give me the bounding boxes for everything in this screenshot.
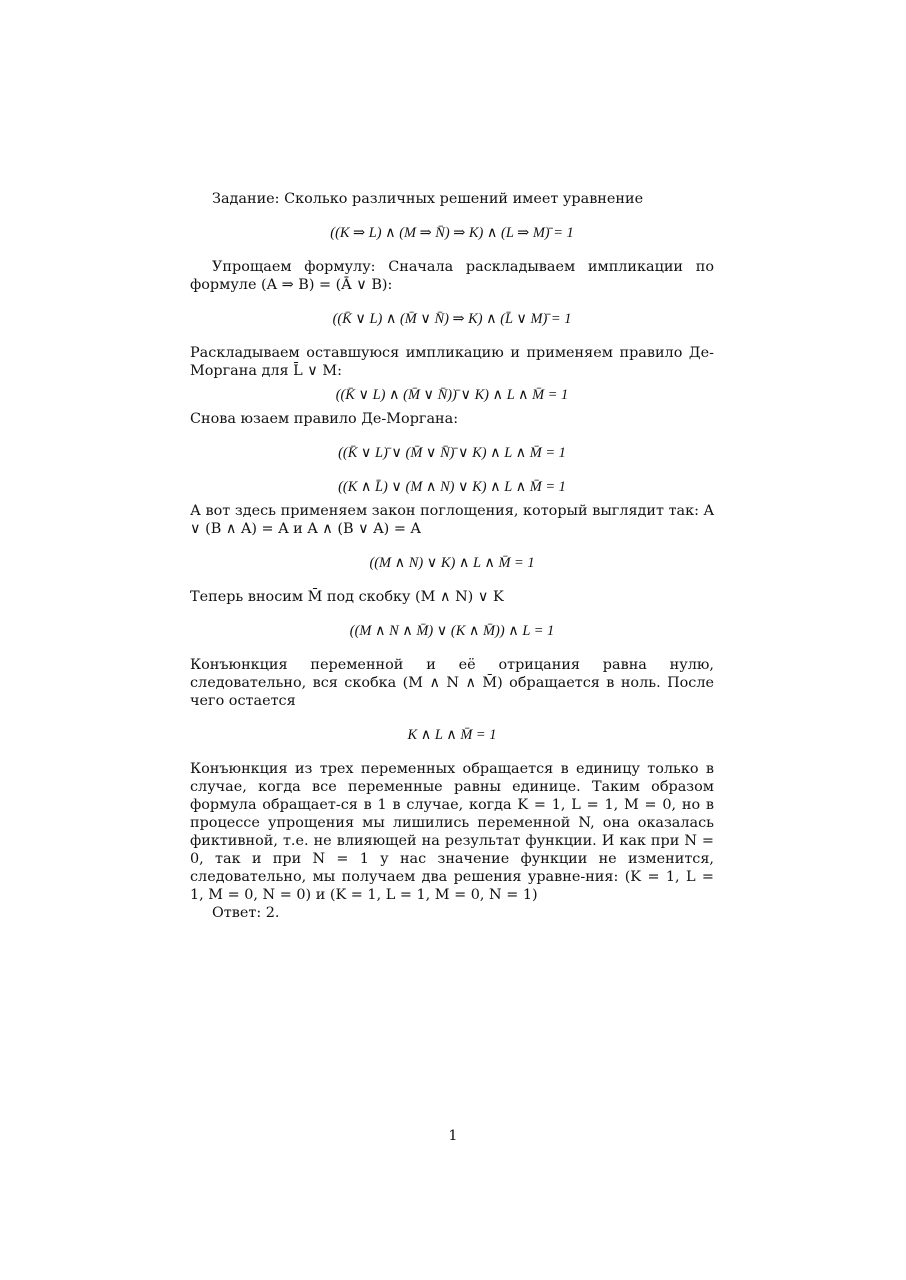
conjunction-paragraph: Конъюнкция переменной и её отрицания равна нулю, следовательно, вся скобка (M ∧ N ∧ M̄) обращается в ноль. После чего остается	[190, 657, 714, 709]
absorption-paragraph: А вот здесь применяем закон поглощения, который выглядит так: A ∨ (B ∧ A) = A и A ∧ (B ∨ A) = A	[190, 503, 714, 537]
answer: Ответ: 2.	[212, 905, 280, 921]
equation-5: ((K ∧ L̄) ∨ (M ∧ N) ∨ K) ∧ L ∧ M̄ = 1	[338, 479, 566, 495]
document-body	[190, 190, 714, 922]
final-paragraph: Конъюнкция из трех переменных обращается в единицу только в случае, когда все переменные равны единице. Таким образом формула обращает-ся в 1 в случае, когда K = 1, L = 1, M = 0, но в процессе упрощения мы лишились переменной N, она оказалась фиктивной, т.е. не влияющей на результат функции. И как при N = 0, так и при N = 1 у нас значение функции не изменится, следовательно, мы получаем два решения уравне-ния: (K = 1, L = 1, M = 0, N = 0) и (K = 1, L = 1, M = 0, N = 1)	[190, 761, 714, 903]
equation-7: ((M ∧ N ∧ M̄) ∨ (K ∧ M̄)) ∧ L = 1	[349, 623, 555, 639]
equation-8: K ∧ L ∧ M̄ = 1	[407, 727, 497, 743]
equation-6: ((M ∧ N) ∨ K) ∧ L ∧ M̄ = 1	[369, 555, 535, 571]
simplify-paragraph: Упрощаем формулу: Сначала раскладываем импликации по формуле (A ⇒ B) = (Ā ∨ B):	[190, 259, 714, 293]
bring-in-paragraph: Теперь вносим M̄ под скобку (M ∧ N) ∨ K	[190, 589, 504, 605]
equation-1: ((K ⇒ L) ∧ (M ⇒ N̄) ⇒ K) ∧ (L ⇒ M)̄ = 1	[330, 225, 574, 241]
equation-4: ((K̄ ∨ L)̄ ∨ (M̄ ∨ N̄)̄ ∨ K) ∧ L ∧ M̄ = 1	[338, 445, 566, 461]
equation-2: ((K̄ ∨ L) ∧ (M̄ ∨ N̄) ⇒ K) ∧ (L̄ ∨ M)̄ = 1	[332, 311, 572, 327]
task-intro: Задание: Сколько различных решений имеет уравнение	[212, 191, 644, 207]
demorgan-paragraph: Раскладываем оставшуюся импликацию и применяем правило Де-Моргана для L̄ ∨ M:	[190, 345, 714, 379]
again-paragraph: Снова юзаем правило Де-Моргана:	[190, 411, 459, 427]
page-number: 1	[448, 1128, 458, 1144]
equation-3: ((K̄ ∨ L) ∧ (M̄ ∨ N̄))̄ ∨ K) ∧ L ∧ M̄ = 1	[335, 387, 569, 403]
